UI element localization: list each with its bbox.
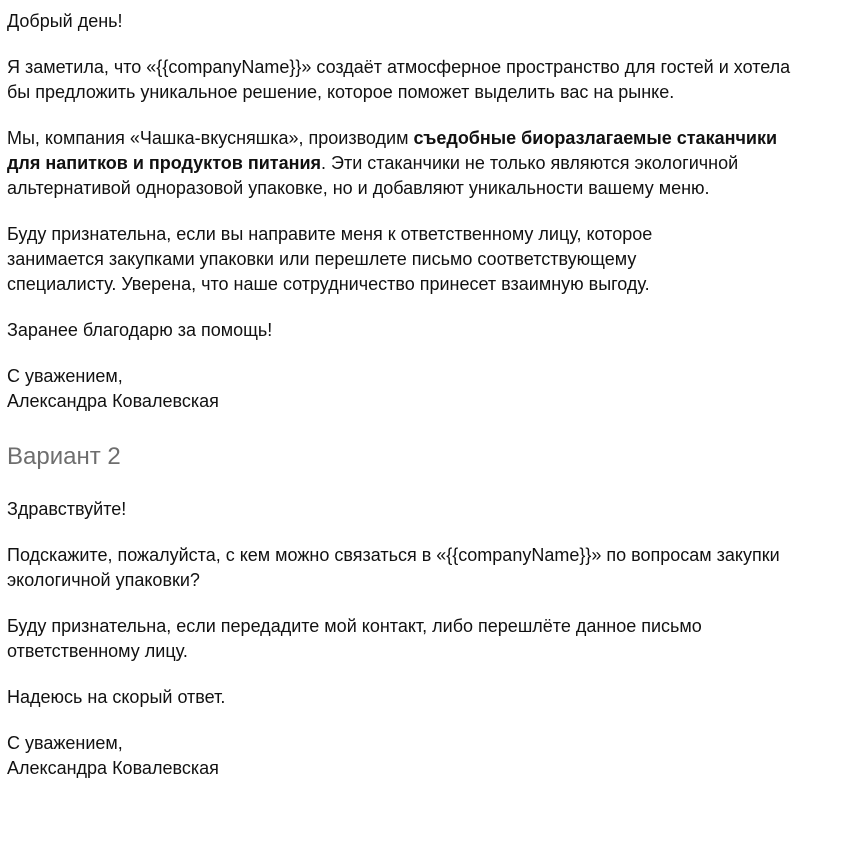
v1-sign-off: С уважением, (7, 366, 123, 386)
v1-offer-prefix: Мы, компания «Чашка-вкусняшка», производим (7, 128, 414, 148)
variant-2-heading: Вариант 2 (7, 443, 121, 470)
v1-intro-text: Я заметила, что «{{companyName}}» создаёт атмосферное пространство для гостей и хотела бы предложить уникальное решение, которое поможет выделить вас на рынке. (7, 57, 791, 102)
v1-offer-bold: съедобные биоразлагаемые стаканчики для напитков и продуктов питания (7, 128, 778, 173)
v2-request-text: Буду признательна, если передадите мой контакт, либо перешлёте данное письмо ответственному лицу. (7, 616, 702, 661)
v2-hope: Надеюсь на скорый ответ. (7, 687, 226, 707)
v1-request-paragraph (7, 222, 717, 297)
v2-signature: Александра Ковалевская (7, 758, 219, 778)
v1-offer-suffix: . Эти стаканчики не только являются экологичной альтернативой одноразовой упаковке, но и добавляют уникальности вашему меню. (7, 153, 739, 198)
v2-question-paragraph (7, 543, 787, 593)
v1-signature: Александра Ковалевская (7, 391, 219, 411)
v2-question-text: Подскажите, пожалуйста, с кем можно связаться в «{{companyName}}» по вопросам закупки экологичной упаковки? (7, 545, 780, 590)
v1-offer-paragraph (7, 126, 807, 201)
v1-request-text: Буду признательна, если вы направите меня к ответственному лицу, которое занимается закупками упаковки или перешлете письмо соответствующему специалисту. Уверена, что наше сотрудничество принесет взаимную выгоду. (7, 224, 653, 294)
v1-thanks: Заранее благодарю за помощь! (7, 320, 273, 340)
v2-sign-off: С уважением, (7, 733, 123, 753)
v2-request-paragraph (7, 614, 767, 664)
v2-greeting: Здравствуйте! (7, 499, 127, 519)
v1-intro-paragraph (7, 55, 797, 105)
v1-greeting: Добрый день! (7, 11, 123, 31)
